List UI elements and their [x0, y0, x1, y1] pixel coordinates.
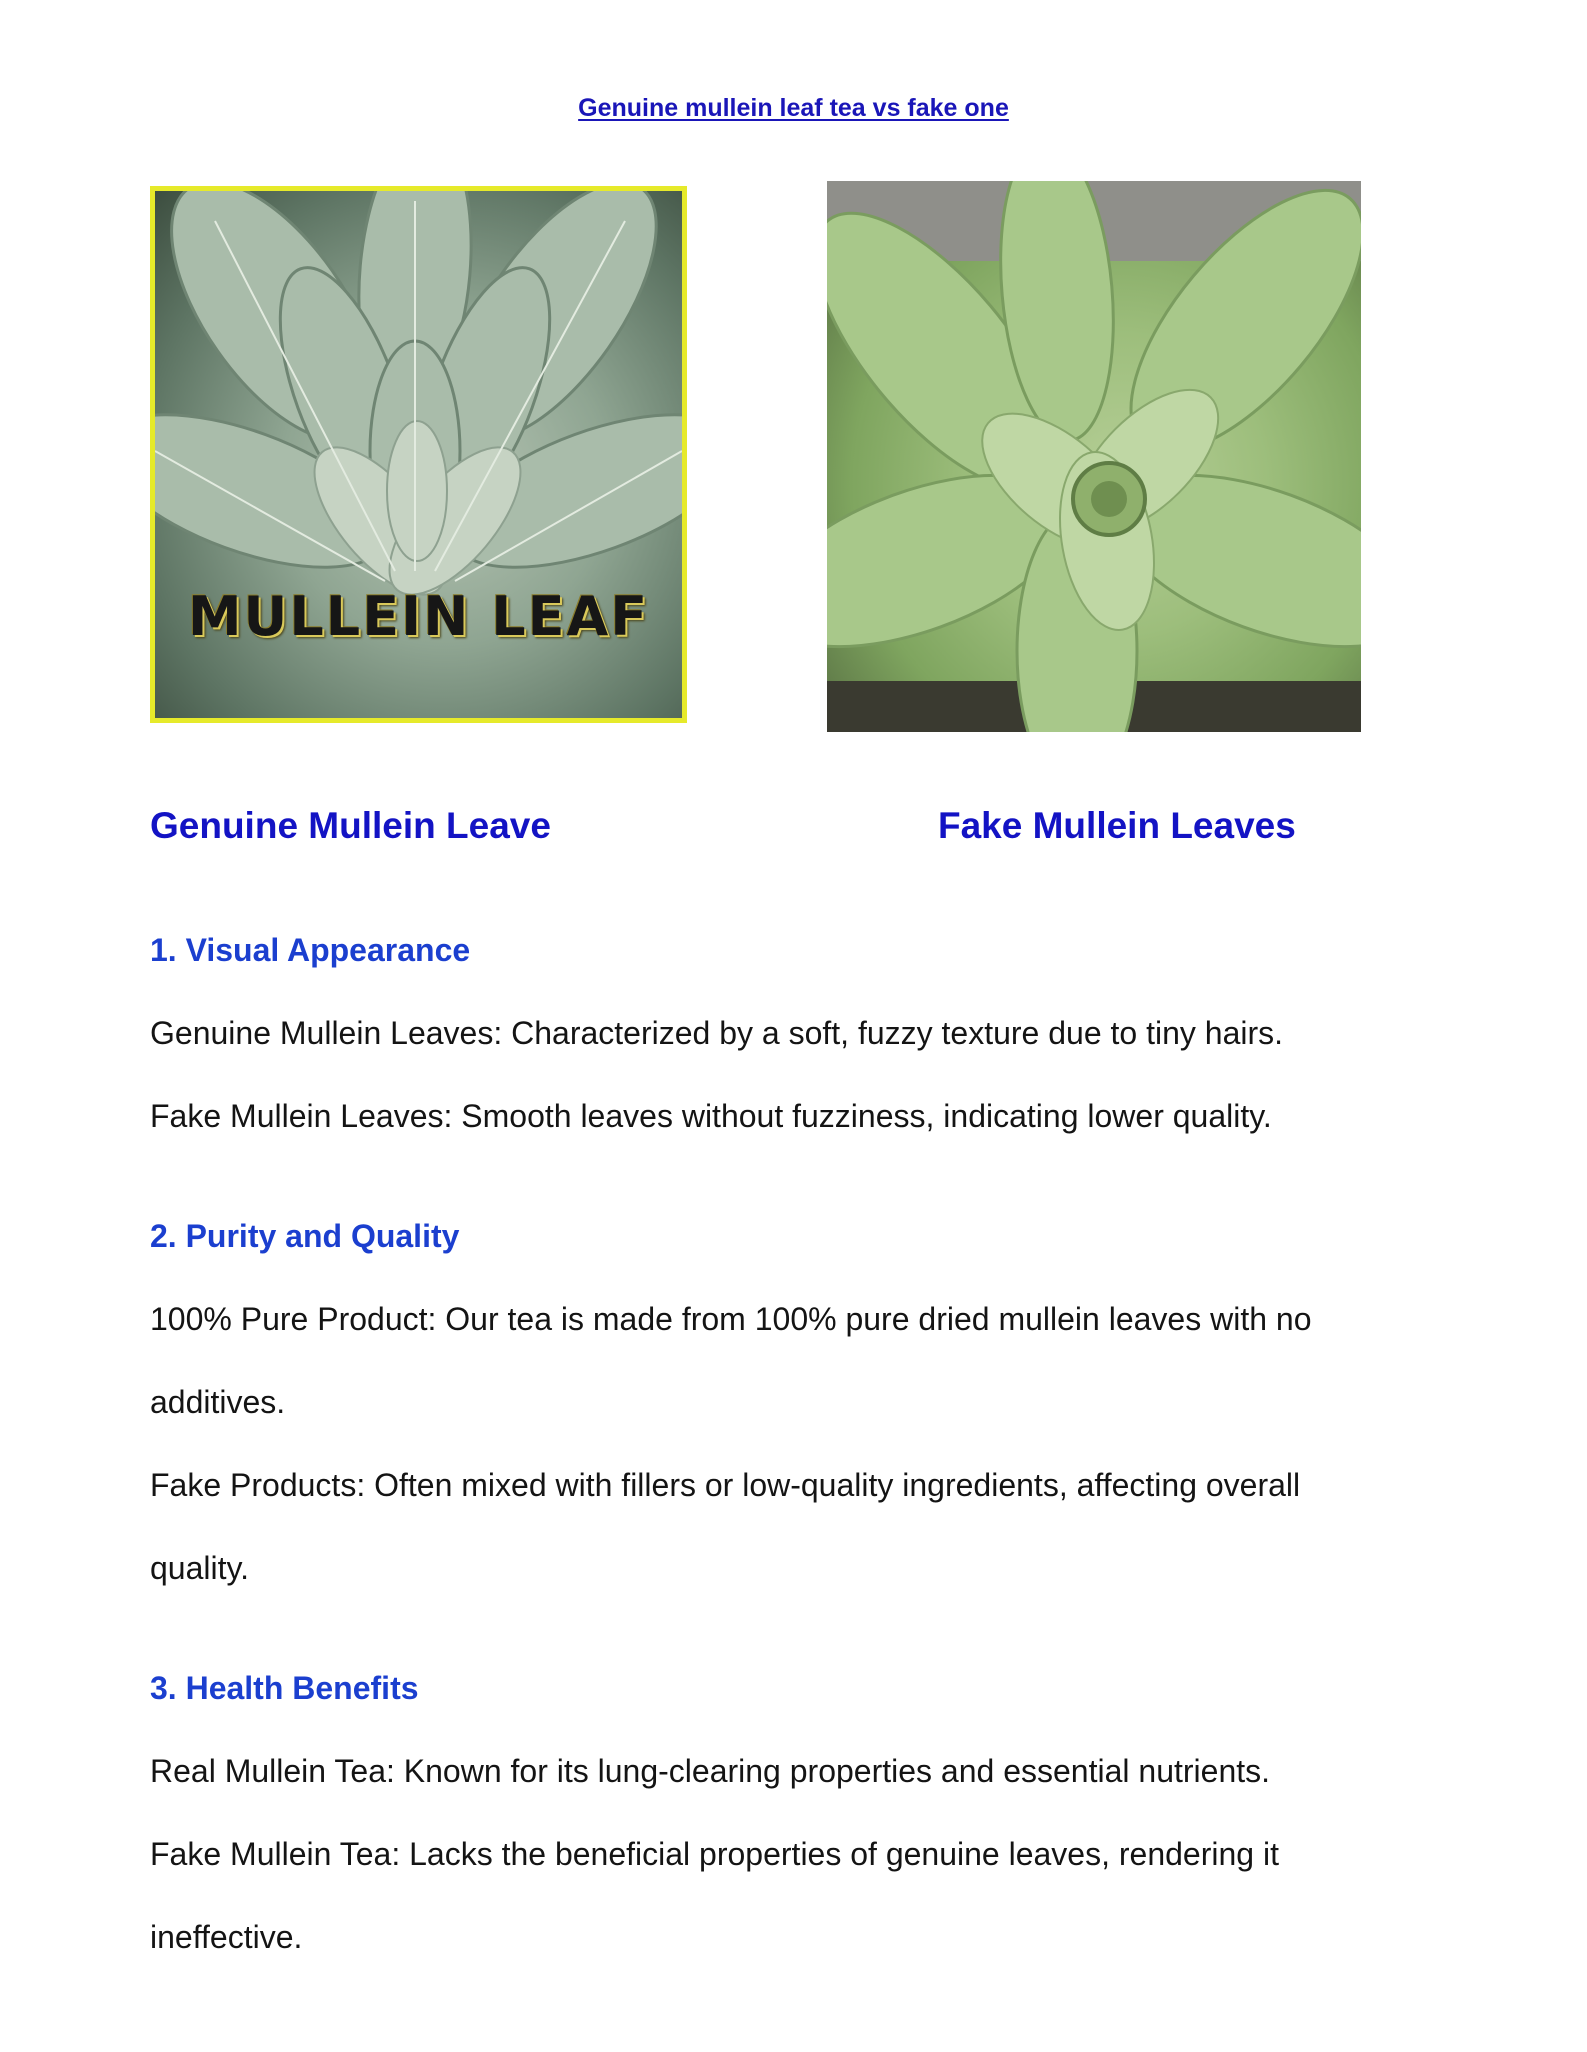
title-link[interactable]: Genuine mullein leaf tea vs fake one: [578, 94, 1009, 122]
paragraph-line: Fake Mullein Tea: Lacks the beneficial properties of genuine leaves, rendering it: [150, 1836, 1279, 1872]
paragraph-line: Fake Products: Often mixed with fillers or low-quality ingredients, affecting overall: [150, 1467, 1301, 1503]
paragraph-line: Real Mullein Tea: Known for its lung-clearing properties and essential nutrients.: [150, 1753, 1271, 1789]
paragraph-line: quality.: [150, 1550, 250, 1586]
paragraph-line: 100% Pure Product: Our tea is made from 100% pure dried mullein leaves with no: [150, 1301, 1312, 1337]
paragraph-line: Genuine Mullein Leaves: Characterized by a soft, fuzzy texture due to tiny hairs.: [150, 1015, 1284, 1051]
section-heading-health-benefits: 3. Health Benefits: [150, 1670, 419, 1706]
fake-mullein-photo: [827, 181, 1361, 732]
photo-caption: MULLEIN LEAF: [187, 585, 650, 648]
mullein-plant-photo-icon: [827, 181, 1361, 732]
genuine-mullein-photo: [150, 186, 687, 723]
section-heading-purity-quality: 2. Purity and Quality: [150, 1218, 460, 1254]
genuine-column-heading: Genuine Mullein Leave: [150, 805, 551, 846]
section-heading-visual-appearance: 1. Visual Appearance: [150, 932, 471, 968]
paragraph-line: additives.: [150, 1384, 286, 1420]
paragraph-line: Fake Mullein Leaves: Smooth leaves without fuzziness, indicating lower quality.: [150, 1098, 1272, 1134]
paragraph-line: ineffective.: [150, 1919, 303, 1955]
fake-column-heading: Fake Mullein Leaves: [938, 805, 1296, 846]
